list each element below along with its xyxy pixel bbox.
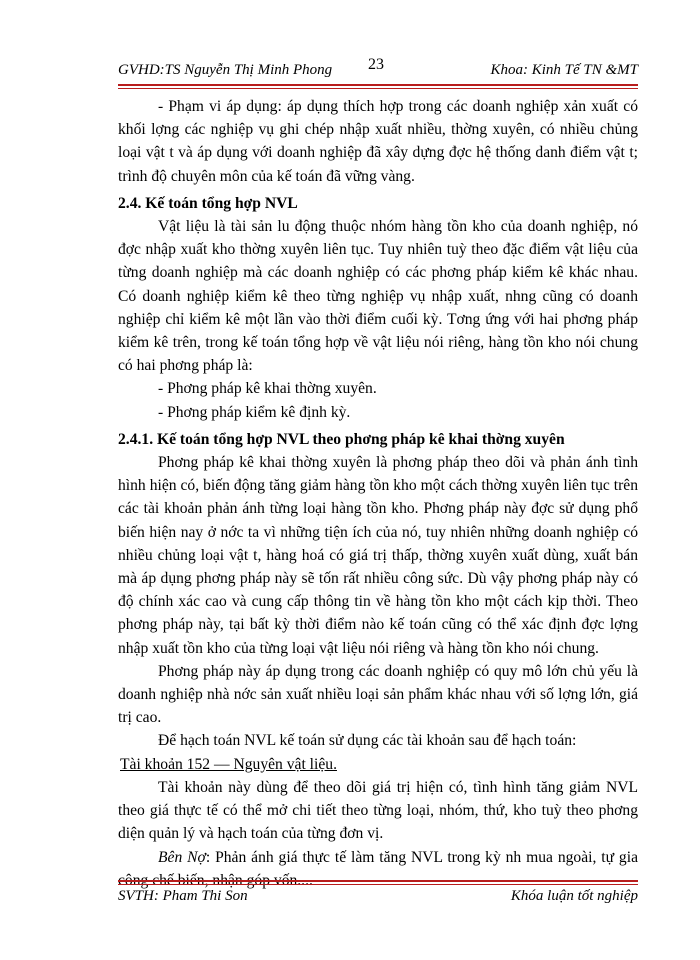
paragraph-accounts-intro: Để hạch toán NVL kế toán sử dụng các tài khoản sau để hạch toán: (158, 732, 577, 750)
paragraph-scope: - Phạm vi áp dụng: áp dụng thích hợp trong các doanh nghiệp xản xuất có khối lợng các nghiệp vụ ghi chép nhập xuất nhiều, thờng xuyên, có nhiều chủng loại vật t và áp dụng với doanh nghiệp đã xây dựng đợc hệ thống danh điểm vật t; trình độ chuyên môn của kế toán đã vững vàng. (118, 98, 638, 185)
footer-student: SVTH: Pham Thi Son (118, 888, 248, 904)
page-header (118, 56, 638, 82)
method-item-2: - Phơng pháp kiểm kê định kỳ. (158, 403, 351, 421)
page-number: 23 (368, 56, 384, 73)
footer-rule (118, 880, 638, 882)
debit-side-label: Bên Nợ (158, 848, 206, 866)
paragraph-account-usage: Tài khoản này dùng để theo dõi giá trị hiện có, tình hình tăng giảm NVL theo giá thực tế có thể mở chi tiết theo từng loại, nhóm, thứ, kho tuỳ theo phơng diện quản lý và hạch toán của từng đơn vị. (118, 778, 638, 843)
method-item-1: - Phơng pháp kê khai thờng xuyên. (158, 380, 377, 398)
footer-thesis-label: Khóa luận tốt nghiệp (510, 888, 638, 904)
header-rule-thin (118, 88, 638, 89)
account-152-label: Tài khoản 152 — Nguyên vật liệu. (120, 755, 337, 773)
header-rule (118, 84, 638, 86)
paragraph-materials: Vật liệu là tài sản lu động thuộc nhóm hàng tồn kho của doanh nghiệp, nó đợc nhập xuất kho thờng xuyên liên tục. Tuy nhiên tuỳ theo đặc điểm vật liệu của từng doanh nghiệp mà các doanh nghiệp có các phơng pháp kiểm kê khác nhau. Có doanh nghiệp kiểm kê theo từng nghiệp vụ nhập xuất, nhng cũng có doanh nghiệp chỉ kiểm kê một lần vào thời điểm cuối kỳ. Tơng ứng với hai phơng pháp kiểm kê trên, trong kế toán tổng hợp về vật liệu nói riêng, hàng tồn kho nói chung có hai phơng pháp là: (118, 218, 638, 375)
header-faculty: Khoa: Kinh Tế TN &MT (490, 62, 638, 78)
page-body (118, 95, 638, 892)
page-footer (118, 888, 638, 908)
paragraph-perpetual-method: Phơng pháp kê khai thờng xuyên là phơng pháp theo dõi và phản ánh tình hình hiện có, biến động tăng giảm hàng tồn kho một cách thờng xuyên liên tục trên các tài khoản phản ánh từng loại hàng tồn kho. Phơng pháp này đợc sử dụng phổ biến hiện nay ở nớc ta vì những tiện ích của nó, tuy nhiên những doanh nghiệp có nhiều chủng loại vật t, hàng hoá có giá trị thấp, thờng xuyên xuất dùng, xuất bán mà áp dụng phơng pháp này sẽ tốn rất nhiều công sức. Dù vậy phơng pháp này có độ chính xác cao và cung cấp thông tin về hàng tồn kho một cách kịp thời. Theo phơng pháp này, tại bất kỳ thời điểm nào kế toán cũng có thể xác định đợc lợng nhập xuất tồn kho của từng loại vật liệu nói riêng và hàng tồn kho nói chung. (118, 454, 638, 657)
debit-side-text: : Phản ánh giá thực tế làm tăng NVL trong kỳ nh mua ngoài, tự gia công chế biến, nhận góp vốn.... (118, 848, 638, 889)
footer-rule-thin (118, 884, 638, 885)
paragraph-application: Phơng pháp này áp dụng trong các doanh nghiệp có quy mô lớn chủ yếu là doanh nghiệp nhà nớc sản xuất nhiều loại sản phẩm khác nhau với số lợng lớn, giá trị cao. (118, 662, 638, 727)
section-heading-2-4: 2.4. Kế toán tổng hợp NVL (118, 194, 298, 212)
account-152-line (118, 753, 638, 776)
section-heading-2-4-1: 2.4.1. Kế toán tổng hợp NVL theo phơng pháp kê khai thờng xuyên (118, 430, 565, 448)
header-advisor: GVHD:TS Nguyễn Thị Minh Phong (118, 62, 333, 78)
